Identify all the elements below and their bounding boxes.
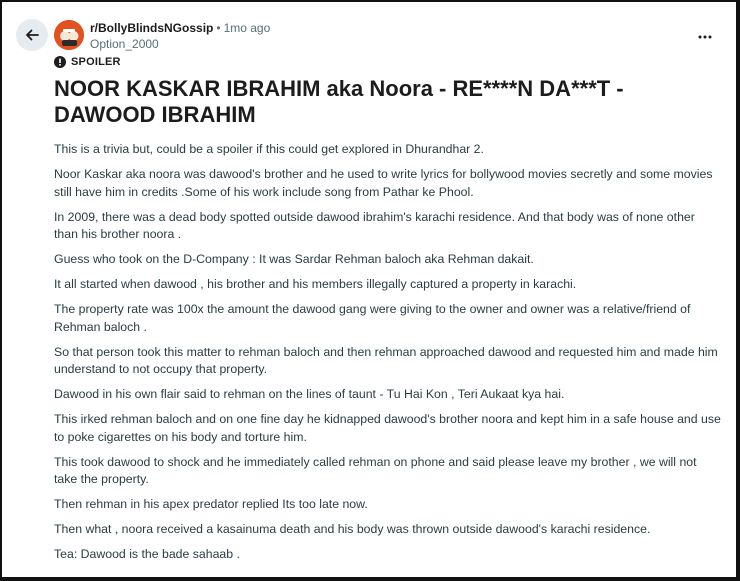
warning-icon bbox=[54, 56, 66, 68]
more-options-icon bbox=[697, 29, 713, 45]
spoiler-tag bbox=[54, 56, 121, 68]
spoiler-label: SPOILER bbox=[71, 56, 121, 68]
subreddit-avatar-icon[interactable] bbox=[54, 20, 84, 50]
body-paragraph: Guess who took on the D-Company : It was Sardar Rehman baloch aka Rehman dakait. bbox=[54, 252, 534, 266]
post-meta bbox=[90, 21, 270, 52]
author-username[interactable]: Option_2000 bbox=[90, 37, 159, 51]
body-paragraph: Tea: Dawood is the bade sahaab . bbox=[54, 547, 240, 561]
body-paragraph: It all started when dawood , his brother and his members illegally captured a property in karachi. bbox=[54, 277, 577, 291]
post-title: NOOR KASKAR IBRAHIM aka Noora - RE****N DA***T - DAWOOD IBRAHIM bbox=[54, 76, 624, 127]
body-paragraph: In 2009, there was a dead body spotted outside dawood ibrahim's karachi residence. And that body was of none other than his brother noora . bbox=[54, 209, 695, 241]
meta-separator: • bbox=[216, 21, 221, 35]
post-body bbox=[54, 141, 722, 571]
body-paragraph: The property rate was 100x the amount the dawood gang were giving to the owner and owner was a relative/friend of Rehman baloch . bbox=[54, 302, 691, 334]
body-paragraph: This is a trivia but, could be a spoiler if this could get explored in Dhurandhar 2. bbox=[54, 142, 484, 156]
body-paragraph: Dawood in his own flair said to rehman on the lines of taunt - Tu Hai Kon , Teri Aukaat kya hai. bbox=[54, 387, 565, 401]
body-paragraph: Then rehman in his apex predator replied Its too late now. bbox=[54, 497, 368, 511]
more-options-button[interactable] bbox=[692, 24, 718, 50]
body-paragraph: This took dawood to shock and he immediately called rehman on phone and said please leave my brother , we will not take the property. bbox=[54, 454, 697, 486]
back-arrow-icon bbox=[24, 27, 40, 43]
body-paragraph: Noor Kaskar aka noora was dawood's brother and he used to write lyrics for bollywood movies secretly and some movies still have him in credits .Some of his work include song from Pathar ke Phool. bbox=[54, 167, 713, 199]
post-time: 1mo ago bbox=[223, 21, 271, 35]
body-paragraph: So that person took this matter to rehman baloch and then rehman approached dawood and requested him and made him understand to not occupy that property. bbox=[54, 344, 718, 376]
body-paragraph: Then what , noora received a kasainuma death and his body was thrown outside dawood's karachi residence. bbox=[54, 522, 651, 536]
subreddit-link[interactable]: r/BollyBlindsNGossip bbox=[90, 21, 214, 35]
body-paragraph: This irked rehman baloch and on one fine day he kidnapped dawood's brother noora and kept him in a safe house and use to poke cigarettes on his body and torture him. bbox=[54, 412, 721, 444]
back-button[interactable] bbox=[16, 19, 48, 51]
